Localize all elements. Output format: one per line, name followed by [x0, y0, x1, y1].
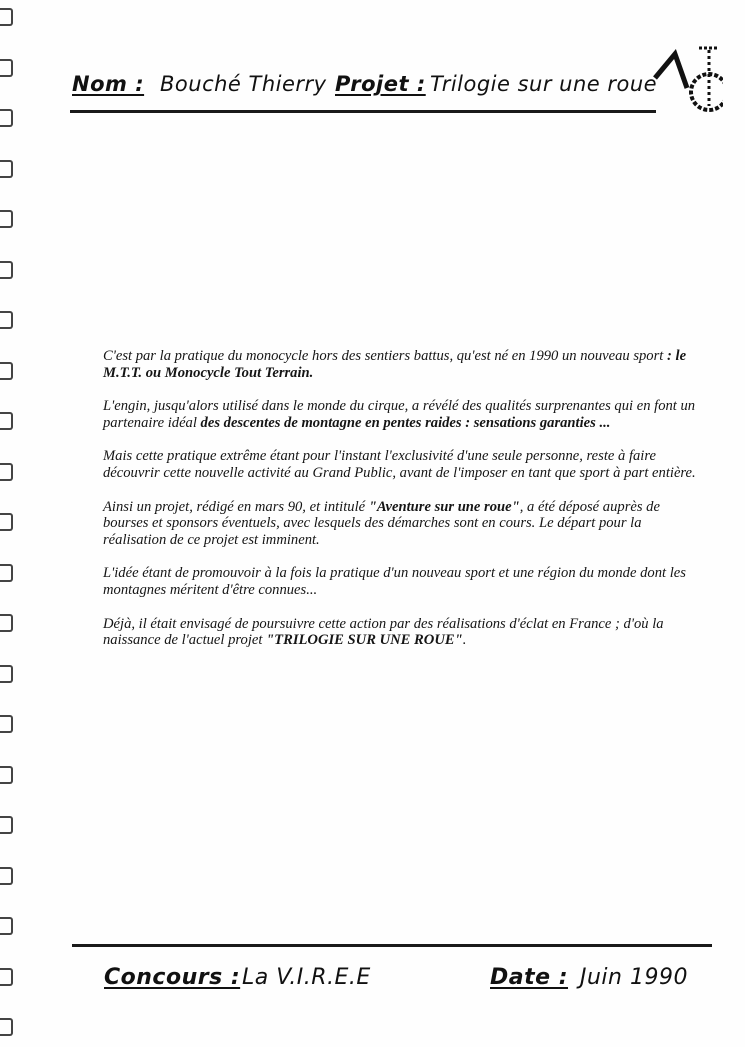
binding-ring — [0, 109, 13, 127]
binding-ring — [0, 463, 13, 481]
binding-ring — [0, 917, 13, 935]
name-value: Bouché Thierry — [160, 72, 327, 96]
binding-ring — [0, 8, 13, 26]
project-label: Projet : — [335, 72, 426, 96]
binding-ring — [0, 867, 13, 885]
binding-ring — [0, 564, 13, 582]
page-header — [70, 66, 660, 114]
binding-ring — [0, 1018, 13, 1036]
unicycle-logo-icon — [653, 42, 723, 120]
date-label: Date : — [490, 965, 569, 990]
binding-ring — [0, 614, 13, 632]
body-paragraph: Déjà, il était envisagé de poursuivre cette action par des réalisations d'éclat en France ; d'où la naissance de l'actuel projet "TRILOGIE SUR UNE ROUE". — [103, 615, 664, 649]
binding-ring — [0, 160, 13, 178]
binding-ring — [0, 261, 13, 279]
body-paragraph: L'engin, jusqu'alors utilisé dans le monde du cirque, a révélé des qualités surprenantes qui en font un partenaire idéal des descentes de montagne en pentes raides : sensations garanties ... — [103, 398, 696, 431]
body-paragraph: L'idée étant de promouvoir à la fois la pratique d'un nouveau sport et une région du monde dont les montagnes méritent d'être connues... — [103, 565, 686, 598]
binding-ring — [0, 311, 13, 329]
header-rule — [70, 110, 656, 113]
name-label: Nom : — [72, 72, 145, 96]
binding-ring — [0, 362, 13, 380]
body-paragraph: Ainsi un projet, rédigé en mars 90, et intitulé "Aventure sur une roue", a été déposé auprès de bourses et sponsors éventuels, avec lesquels des démarches sont en cours. Le départ pour la réalisation de ce projet est imminent. — [103, 498, 660, 548]
date-value: Juin 1990 — [580, 965, 688, 990]
body-paragraph: Mais cette pratique extrême étant pour l'instant l'exclusivité d'une seule personne, reste à faire découvrir cette nouvelle activité au Grand Public, avant de l'imposer en tant que sport à part entière. — [103, 448, 696, 481]
binding-ring — [0, 210, 13, 228]
binding-ring — [0, 513, 13, 531]
binding-ring — [0, 665, 13, 683]
contest-value: La V.I.R.E.E — [242, 965, 371, 990]
footer-rule — [72, 944, 712, 947]
binding-ring — [0, 412, 13, 430]
body-paragraph: C'est par la pratique du monocycle hors des sentiers battus, qu'est né en 1990 un nouveau sport : le M.T.T. ou Monocycle Tout Terrain. — [103, 348, 687, 381]
body-text — [103, 348, 708, 666]
project-value: Trilogie sur une roue — [430, 72, 658, 96]
spiral-binding — [0, 0, 24, 1047]
binding-ring — [0, 816, 13, 834]
binding-ring — [0, 968, 13, 986]
binding-ring — [0, 59, 13, 77]
binding-ring — [0, 766, 13, 784]
binding-ring — [0, 715, 13, 733]
contest-label: Concours : — [104, 965, 241, 990]
